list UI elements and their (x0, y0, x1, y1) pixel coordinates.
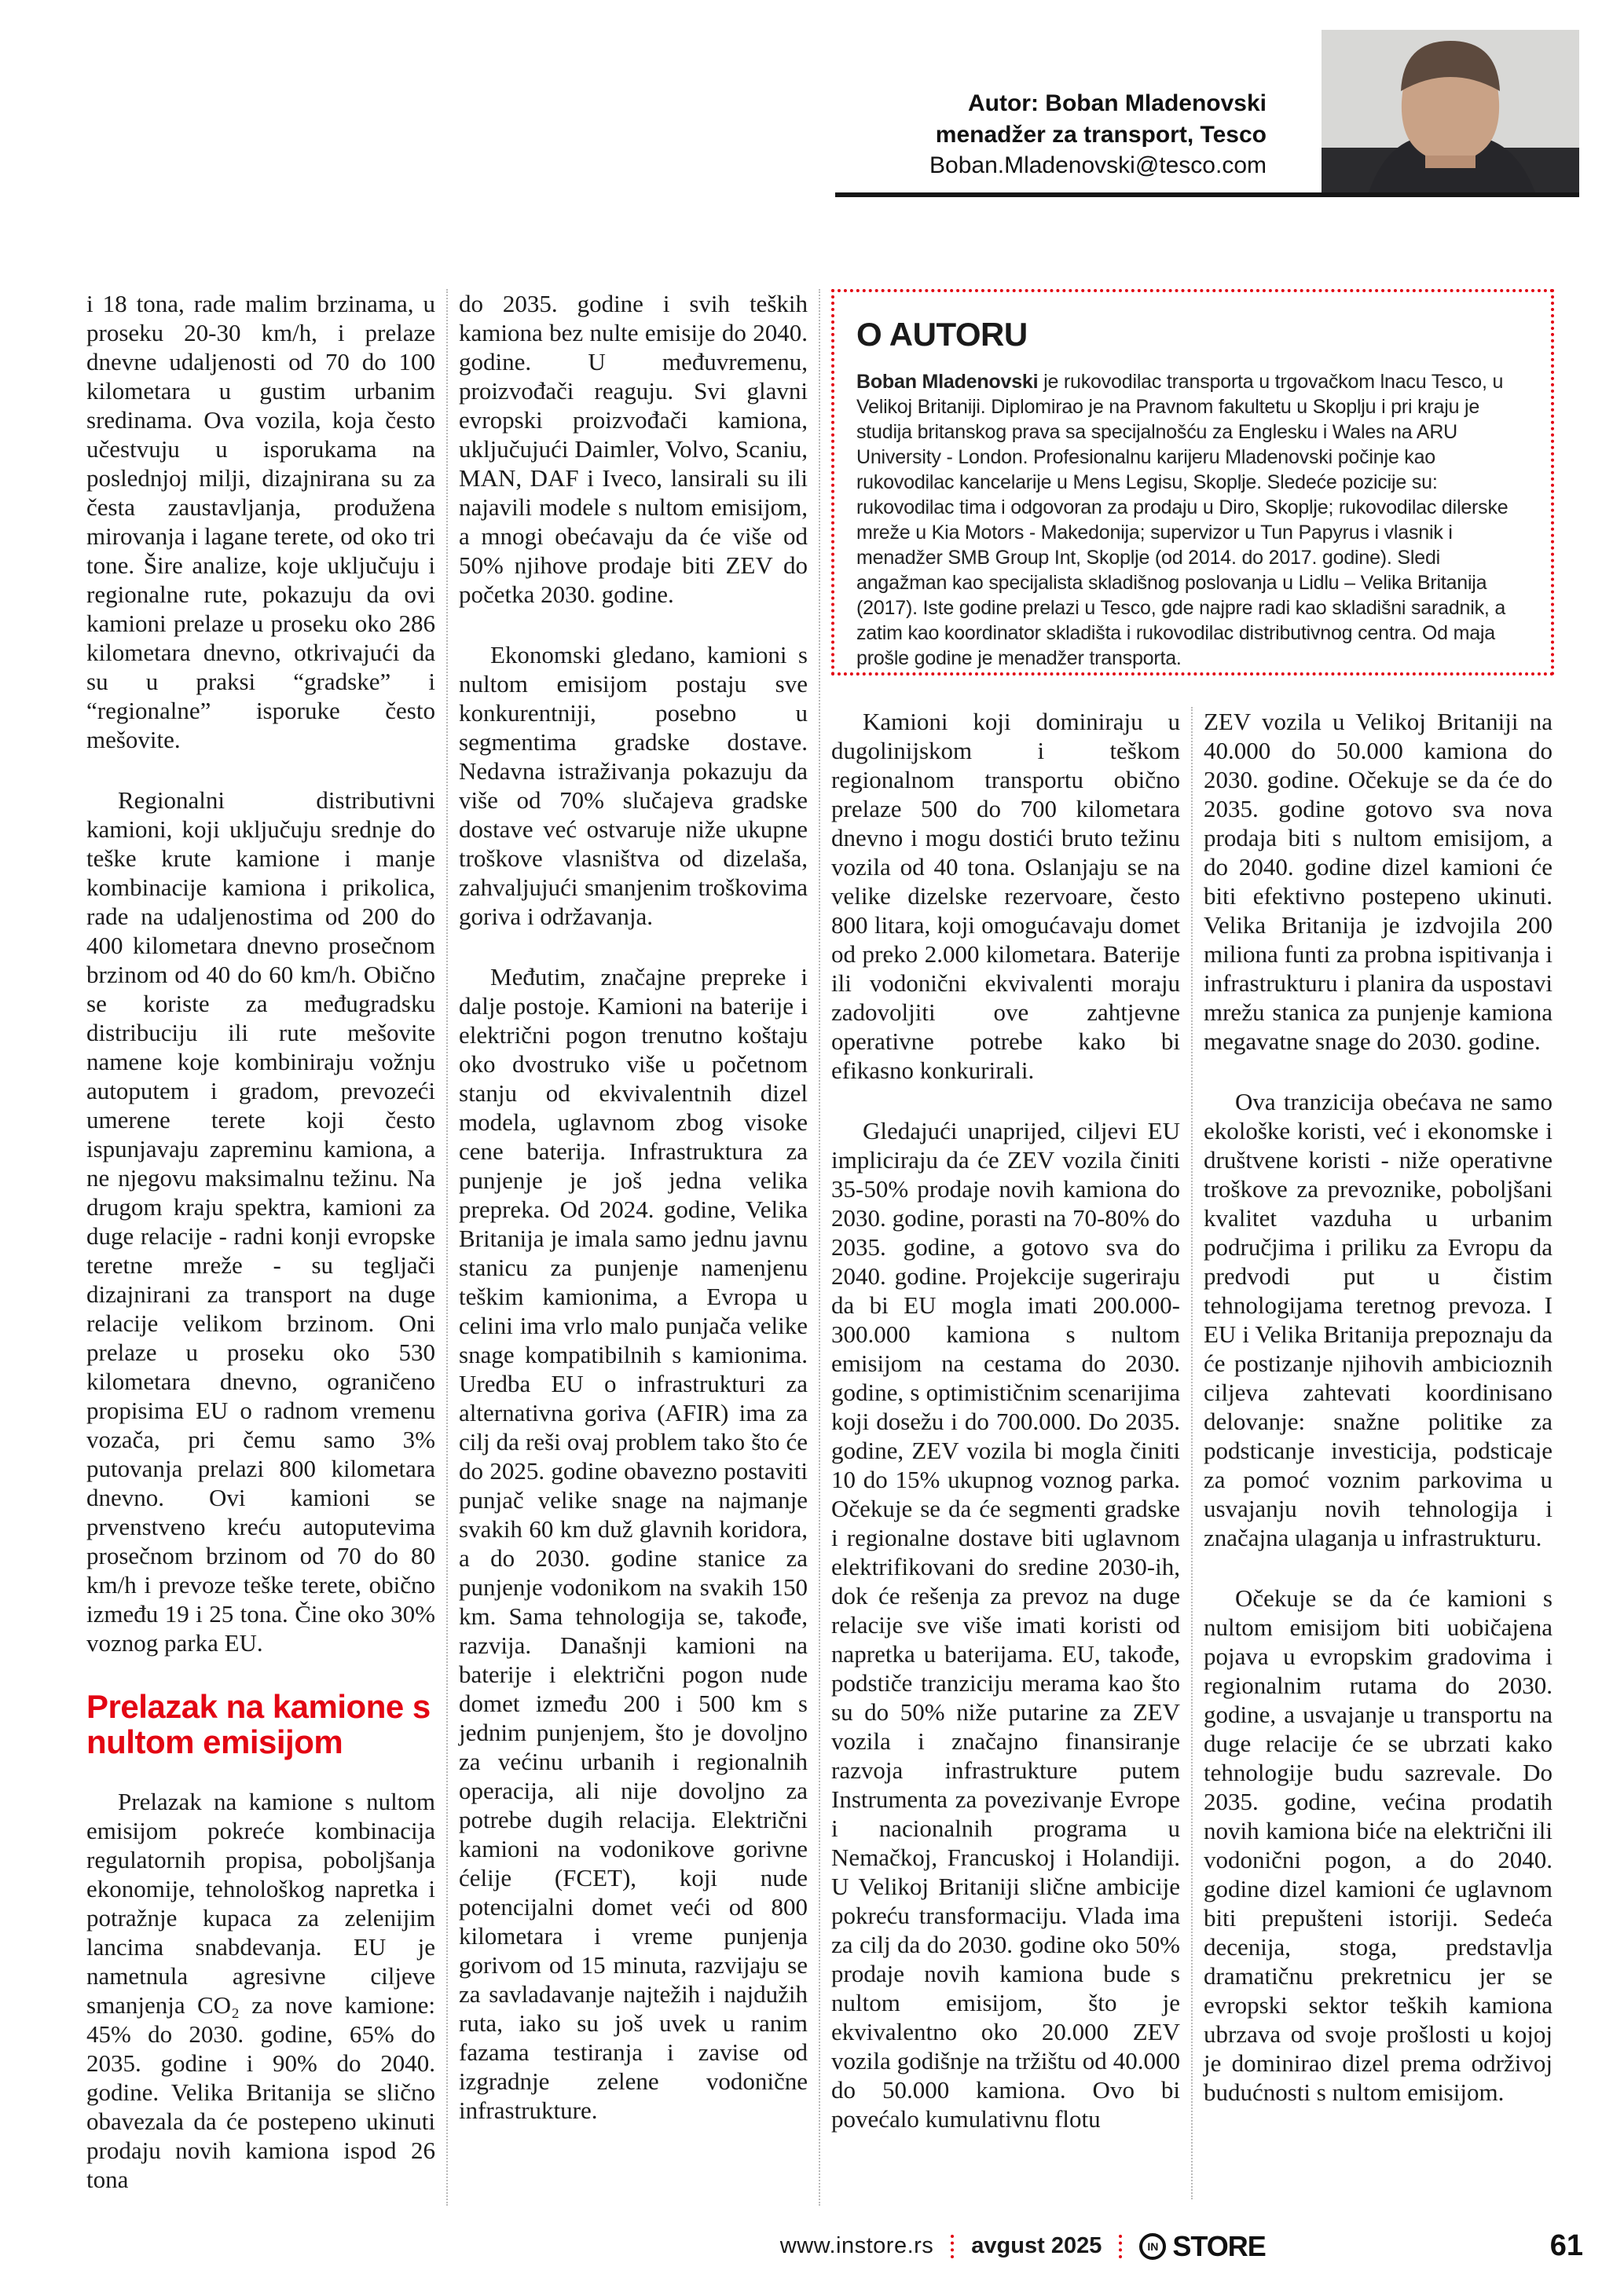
section-heading: Prelazak na kamione s nultom emisijom (86, 1688, 431, 1761)
footer-website: www.instore.rs (779, 2233, 934, 2258)
instore-logo-store: STORE (1172, 2229, 1266, 2262)
author-portrait-icon (1322, 30, 1579, 192)
column-3 (831, 707, 1180, 2199)
author-block (929, 88, 1267, 192)
author-role: menadžer za transport, Tesco (935, 121, 1267, 148)
column-4 (1204, 707, 1553, 2199)
column-2 (459, 289, 808, 2206)
author-name: Autor: Boban Mladenovski (967, 90, 1267, 117)
footer-separator (1119, 2235, 1122, 2258)
column-divider (819, 289, 820, 2206)
paragraph: Ekonomski gledano, kamioni s nultom emisijom postaju sve konkurentniji, posebno u segmentima gradske dostave. Nedavna istraživanja pokazuju da više od 70% slučajeva gradske dostave već ostvaruje niže ukupne troškove vlasništva od dizelaša, zahvaljujući smanjenim troškovima goriva i održavanja. (459, 641, 808, 930)
about-box-body: je rukovodilac transporta u trgovačkom lnacu Tesco, u Velikoj Britaniji. Diplomirao je na Pravnom fakultetu u Skoplju i pri kraju je studija britanskog prava sa specijalnošću za Englesku i Wales na ARU University - London. Profesionalnu karijeru Mladenovski počinje kao rukovodilac kancelarije u Mens Legisu, Skoplje. Sledeće pozicije su: rukovodilac tima i odgovoran za prodaju u Diro, Skoplje; rukovodilac dilerske mreže u Kia Motors - Makedonija; supervizor u Tun Papyrus i vlasnik i menadžer SMB Group Int, Skoplje (od 2014. do 2017. godine). Sledi angažman kao specijalista skladišnog poslovanja u Lidlu – Velika Britanija (2017). Iste godine prelazi u Tesco, gde najpre radi kao skladišni saradnik, a zatim kao koordinator skladišta i rukovodilac distributivnog centra. Od maja prošle godine je menadžer transporta. (856, 371, 1509, 669)
paragraph: Prelazak na kamione s nultom emisijom pokreće kombinacija regulatornih propisa, poboljšanja ekonomije, tehnološkog napretka i potražnje kupaca za zelenijim lancima snabdevanja. EU je nametnula agresivne ciljeve smanjenja CO₂ za nove kamione: 45% do 2030. godine, 65% do 2035. godine i 90% do 2040. godine. Velika Britanija se slično obavezala da će postepeno ukinuti prodaju novih kamiona ispod 26 tona (86, 1787, 435, 2193)
paragraph: Ova tranzicija obećava ne samo ekološke koristi, već i ekonomske i društvene koristi - niže operativne troškove za prevoznike, poboljšani kvalitet vazduha u urbanim područjima i priliku za Evropu da predvodi put u čistim tehnologijama teretnog prevoza. I EU i Velika Britanija prepoznaju da će postizanje njihovih ambicioznih ciljeva zahtevati koordinisano delovanje: snažne politike za podsticanje investicija, podsticaje za pomoć voznim parkovima u usvajanju novih tehnologija i značajna ulaganja u infrastrukturu. (1204, 1088, 1553, 1551)
about-box-title: O AUTORU (856, 316, 1028, 353)
paragraph: Međutim, značajne prepreke i dalje postoje. Kamioni na baterije i električni pogon trenutno koštaju oko dvostruko više u početnom stanju od ekvivalentnih dizel modela, uglavnom zbog visoke cene baterija. Infrastruktura za punjenje je još jedna velika prepreka. Od 2024. godine, Velika Britanija je imala samo jednu javnu stanicu za punjenje namenjenu teškim kamionima, a Evropa u celini ima vrlo malo punjača velike snage kompatibilnih s kamionima. Uredba EU o infrastrukturi za alternativna goriva (AFIR) ima za cilj da reši ovaj problem tako što će do 2025. godine obavezno postaviti punjač velike snage na najmanje svakih 60 km duž glavnih koridora, a do 2030. godine stanice za punjenje vodonikom na svakih 150 km. Sama tehnologija se, takođe, razvija. Današnji kamioni na baterije i električni pogon nude domet između 200 i 500 km s jednim punjenjem, što je dovoljno za većinu urbanih i regionalnih operacija, ali nije dovoljno za potrebe dugih relacija. Električni kamioni na vodonikove gorivne ćelije (FCET), koji nude potencijalni domet veći od 800 kilometara i vreme punjenja gorivom od 15 minuta, razvijaju se za savladavanje najtežih i najdužih ruta, iako su još uvek u ranim fazama testiranja i zavise od izgradnje zelene vodonične infrastrukture. (459, 963, 808, 2124)
author-photo (1322, 30, 1579, 192)
right-section (831, 289, 1554, 2206)
paragraph: do 2035. godine i svih teških kamiona bez nulte emisije do 2040. godine. U međuvremenu, proizvođači reaguju. Svi glavni evropski proizvođači kamiona, uključujući Daimler, Volvo, Scaniu, MAN, DAF i Iveco, lansirali su ili najavili modele s nultom emisijom, a mnogi obećavaju da će više od 50% njihove prodaje biti ZEV do početka 2030. godine. (459, 290, 808, 608)
page-number: 61 (1549, 2229, 1583, 2262)
column-1 (86, 289, 435, 2206)
column-divider (446, 289, 448, 2206)
article-body (86, 289, 1554, 2206)
about-box-lead: Boban Mladenovski (856, 371, 1039, 393)
right-columns (831, 707, 1554, 2199)
page-header (835, 0, 1579, 197)
paragraph: Regionalni distributivni kamioni, koji uključuju srednje do teške krute kamione i manje kombinacije kamiona i prikolica, rade na udaljenostima od 200 do 400 kilometara dnevno prosečnom brzinom od 40 do 60 km/h. Obično se koriste za međugradsku distribuciju ili rute mešovite namene koje kombiniraju vožnju autoputem i gradom, prevozeći umerene terete koji često ispunjavaju zapreminu kamiona, a ne njegovu maksimalnu težinu. Na drugom kraju spektra, kamioni za duge relacije - radni konji evropske teretne mreže - su tegljači dizajnirani za transport na duge relacije velikom brzinom. Oni prelaze u proseku oko 530 kilometara dnevno, ograničeno propisima EU o radnom vremenu vozača, pri čemu samo 3% putovanja prelazi 800 kilometara dnevno. Ovi kamioni se prvenstveno kreću autoputevima prosečnom brzinom od 70 do 80 km/h i prevoze teške terete, obično između 19 i 25 tona. Čine oko 30% voznog parka EU. (86, 786, 435, 1657)
instore-logo-in-icon: IN (1139, 2233, 1166, 2260)
paragraph: Kamioni koji dominiraju u dugolinijskom i teškom regionalnom transportu obično prelaze 500 do 700 kilometara dnevno i mogu dostići bruto težinu vozila od 40 tona. Oslanjaju se na velike dizelske rezervoare, često 800 litara, koji omogućavaju domet od preko 2.000 kilometara. Baterije ili vodonični ekvivalenti moraju zadovoljiti ove zahtjevne operativne potrebe kako bi efikasno konkurirali. (831, 708, 1180, 1084)
paragraph: Očekuje se da će kamioni s nultom emisijom biti uobičajena pojava u evropskim gradovima i regionalnim rutama do 2030. godine, a usvajanje u transportu na duge relacije će se ubrzati kako tehnologije budu sazrevale. Do 2035. godine, većina prodatih novih kamiona biće na električni ili vodonični pogon, a do 2040. godine dizel kamioni će uglavnom biti prepušteni istoriji. Sedeća decenija, stoga, predstavlja dramatičnu prekretnicu jer se evropski sektor teških kamiona ubrzava od svoje prošlosti u kojoj je dominirao dizel prema održivoj budućnosti s nultom emisijom. (1204, 1584, 1553, 2106)
instore-logo (1139, 2230, 1265, 2263)
about-box-text (856, 369, 1529, 671)
paragraph: Gledajući unaprijed, ciljevi EU impliciraju da će ZEV vozila činiti 35-50% prodaje novih kamiona do 2030. godine, porasti na 70-80% do 2035. godine, a gotovo sva do 2040. godine. Projekcije sugeriraju da bi EU mogla imati 200.000-300.000 kamiona s nultom emisijom na cestama do 2030. godine, s optimističnim scenarijima koji dosežu i do 700.000. Do 2035. godine, ZEV vozila bi mogla činiti 10 do 15% ukupnog voznog parka. Očekuje se da će segmenti gradske i regionalne dostave biti uglavnom elektrifikovani do sredine 2030-ih, dok će rešenja za prevoz na duge relacije sve više imati koristi od napretka u baterijama. EU, takođe, podstiče tranziciju merama kao što su do 50% niže putarine za ZEV vozila i značajno finansiranje razvoja infrastrukture putem Instrumenta za povezivanje Evrope i nacionalnih programa u Nemačkoj, Francuskoj i Holandiji. U Velikoj Britaniji slične ambicije pokreću transformaciju. Vlada ima za cilj da do 2030. godine oko 50% prodaje novih kamiona bude s nultom emisijom, što je ekvivalentno oko 20.000 ZEV vozila godišnje na tržištu od 40.000 do 50.000 kamiona. Ovo bi povećalo kumulativnu flotu (831, 1117, 1180, 2133)
footer-separator (951, 2235, 954, 2258)
paragraph: i 18 tona, rade malim brzinama, u proseku 20-30 km/h, i prelaze dnevne udaljenosti od 70 do 100 kilometara u gustim urbanim sredinama. Ova vozila, koja često učestvuju u isporukama na poslednjoj milji, dizajnirana su za česta zaustavljanja, produžena mirovanja i lagane terete, od oko tri tone. Šire analize, koje uključuju i regionalne rute, pokazuju da ovi kamioni prelaze u proseku oko 286 kilometara dnevno, otkrivajući da su u praksi “gradske” i “regionalne” isporuke često mešovite. (86, 290, 435, 753)
footer-issue: avgust 2025 (971, 2233, 1102, 2258)
about-author-box (831, 289, 1554, 676)
column-divider (1191, 707, 1193, 2199)
paragraph: ZEV vozila u Velikoj Britaniji na 40.000 do 50.000 kamiona do 2030. godine. Očekuje se da će do 2035. godine gotovo sva nova prodaja biti s nultom emisijom, a do 2040. godine dizel kamioni će biti efektivno postepeno ukinuti. Velika Britanija je izdvojila 200 miliona funti za probna ispitivanja i infrastrukturu i planira da uspostavi mrežu stanica za punjenje kamiona megavatne snage do 2030. godine. (1204, 708, 1553, 1055)
page-footer (86, 2229, 1583, 2263)
author-email: Boban.Mladenovski@tesco.com (929, 152, 1267, 179)
